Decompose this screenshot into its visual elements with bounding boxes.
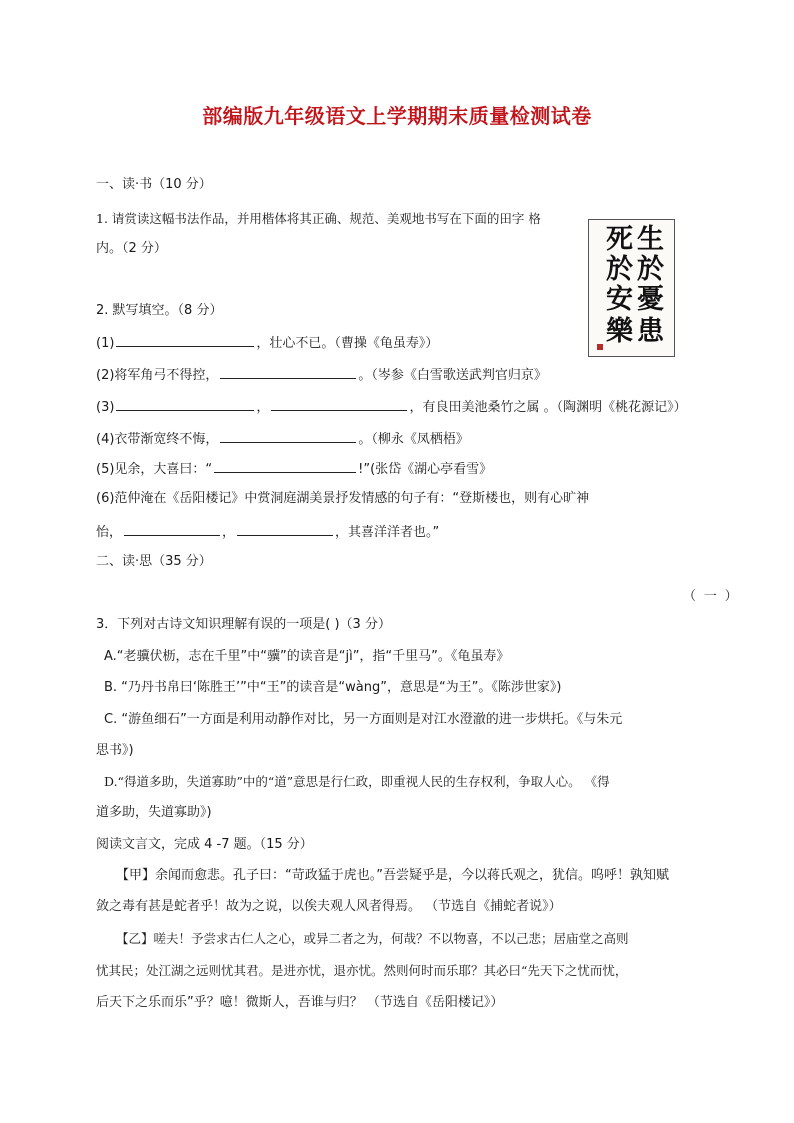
- calligraphy-char: 憂: [637, 284, 664, 315]
- answer-blank[interactable]: [220, 428, 356, 443]
- fill-blank-3-prefix: (3): [96, 400, 115, 415]
- fill-blank-6-cont: [96, 521, 439, 542]
- question-3-option-c[interactable]: C. “游鱼细石”一方面是利用动静作对比，另一方面则是对江水澄澈的进一步烘托。《与朱元: [104, 712, 623, 727]
- passage-yi-cont: 忧其民；处江湖之远则忧其君。是进亦忧，退亦忧。然则何时而乐耶？其必曰“先天下之忧而忧，: [96, 963, 628, 978]
- question-1-text-cont: 内。（2 分）: [96, 241, 167, 256]
- passage-yi-cont-2: 后天下之乐而乐”乎？噫！微斯人，吾谁与归？ （节选自《岳阳楼记》）: [96, 995, 504, 1010]
- fill-blank-3-mid: ，: [256, 400, 270, 415]
- answer-blank[interactable]: [220, 364, 356, 379]
- passage-yi: 【乙】嗟夫！予尝求古仁人之心，或异二者之为，何哉？不以物喜，不以己悲；居庙堂之高则: [116, 931, 629, 946]
- question-3-option-b[interactable]: B. “乃丹书帛曰‘陈胜王’”中“王”的读音是“wàng”，意思是“为王”。《陈涉世家》): [104, 680, 562, 695]
- fill-blank-5: [96, 458, 492, 479]
- fill-blank-6-prefix: 怡，: [96, 525, 123, 540]
- question-3-option-d-cont: 道多助，失道寡助》): [96, 805, 212, 820]
- answer-blank[interactable]: [271, 396, 407, 411]
- answer-blank[interactable]: [116, 332, 254, 347]
- calligraphy-char: 樂: [606, 316, 633, 347]
- calligraphy-artwork: [588, 219, 675, 357]
- seal-stamp-icon: [597, 344, 603, 350]
- fill-blank-3: [96, 396, 687, 417]
- calligraphy-char: 於: [606, 254, 633, 285]
- question-3-stem: 3．下列对古诗文知识理解有误的一项是( )（3 分）: [96, 617, 391, 632]
- question-3-option-c-cont: 思书》): [96, 743, 134, 758]
- fill-blank-4-suffix: 。（柳永《凤栖梧》: [358, 432, 469, 447]
- fill-blank-5-suffix: !”(张岱《湖心亭看雪》: [358, 462, 493, 477]
- section-heading-1: 一、读·书（10 分）: [96, 177, 212, 192]
- section-heading-2: 二、读·思（35 分）: [96, 554, 212, 569]
- calligraphy-char: 於: [637, 254, 664, 285]
- calligraphy-char: 患: [637, 316, 664, 347]
- calligraphy-char: 生: [637, 224, 664, 255]
- question-2-heading: 2. 默写填空。（8 分）: [96, 303, 223, 318]
- part-label: （ 一 ）: [683, 589, 738, 604]
- fill-blank-2-suffix: 。（岑参《白雪歌送武判官归京》: [358, 368, 547, 383]
- fill-blank-4-prefix: (4)衣带渐宽终不悔，: [96, 432, 219, 447]
- fill-blank-1-suffix: ，壮心不已。（曹操《龟虽寿》）: [256, 336, 439, 351]
- reading-instructions: 阅读文言文，完成 4 -7 题。（15 分）: [96, 837, 313, 852]
- fill-blank-1-prefix: (1): [96, 336, 115, 351]
- answer-blank[interactable]: [116, 396, 254, 411]
- fill-blank-1: [96, 332, 438, 353]
- fill-blank-2: [96, 364, 547, 385]
- fill-blank-6-mid: ，: [222, 525, 236, 540]
- fill-blank-6-suffix: ，其喜洋洋者也。”: [335, 525, 440, 540]
- passage-jia-cont: 敛之毒有甚是蛇者乎！故为之说，以俟夫观人风者得焉。 （节选自《捕蛇者说》）: [96, 899, 562, 914]
- fill-blank-4: [96, 428, 469, 449]
- question-3-option-a[interactable]: A.“老骥伏枥，志在千里”中“骥”的读音是“jì”，指“千里马”。《龟虽寿》: [104, 649, 510, 664]
- page-title: 部编版九年级语文上学期期末质量检测试卷: [202, 104, 592, 128]
- answer-blank[interactable]: [237, 521, 333, 536]
- fill-blank-2-prefix: (2)将军角弓不得控，: [96, 368, 219, 383]
- passage-jia: 【甲】余闻而愈悲。孔子曰：“苛政猛于虎也。”吾尝疑乎是，今以蒋氏观之，犹信。呜呼！孰知赋: [116, 868, 669, 883]
- fill-blank-3-suffix: ，有良田美池桑竹之属 。（陶渊明《桃花源记》）: [409, 400, 687, 415]
- question-1-text: 1. 请赏读这幅书法作品，并用楷体将其正确、规范、美观地书写在下面的田字 格: [96, 211, 541, 226]
- calligraphy-char: 安: [606, 284, 633, 315]
- answer-blank[interactable]: [124, 521, 220, 536]
- fill-blank-6: (6)范仲淹在《岳阳楼记》中赏洞庭湖美景抒发情感的句子有：“登斯楼也，则有心旷神: [96, 491, 590, 506]
- fill-blank-5-prefix: (5)见余，大喜曰：“: [96, 462, 213, 477]
- answer-blank[interactable]: [214, 458, 356, 473]
- calligraphy-char: 死: [606, 224, 633, 255]
- question-3-option-d[interactable]: D.“得道多助，失道寡助”中的“道”意思是行仁政，即重视人民的生存权利，争取人心。 《得: [104, 774, 610, 789]
